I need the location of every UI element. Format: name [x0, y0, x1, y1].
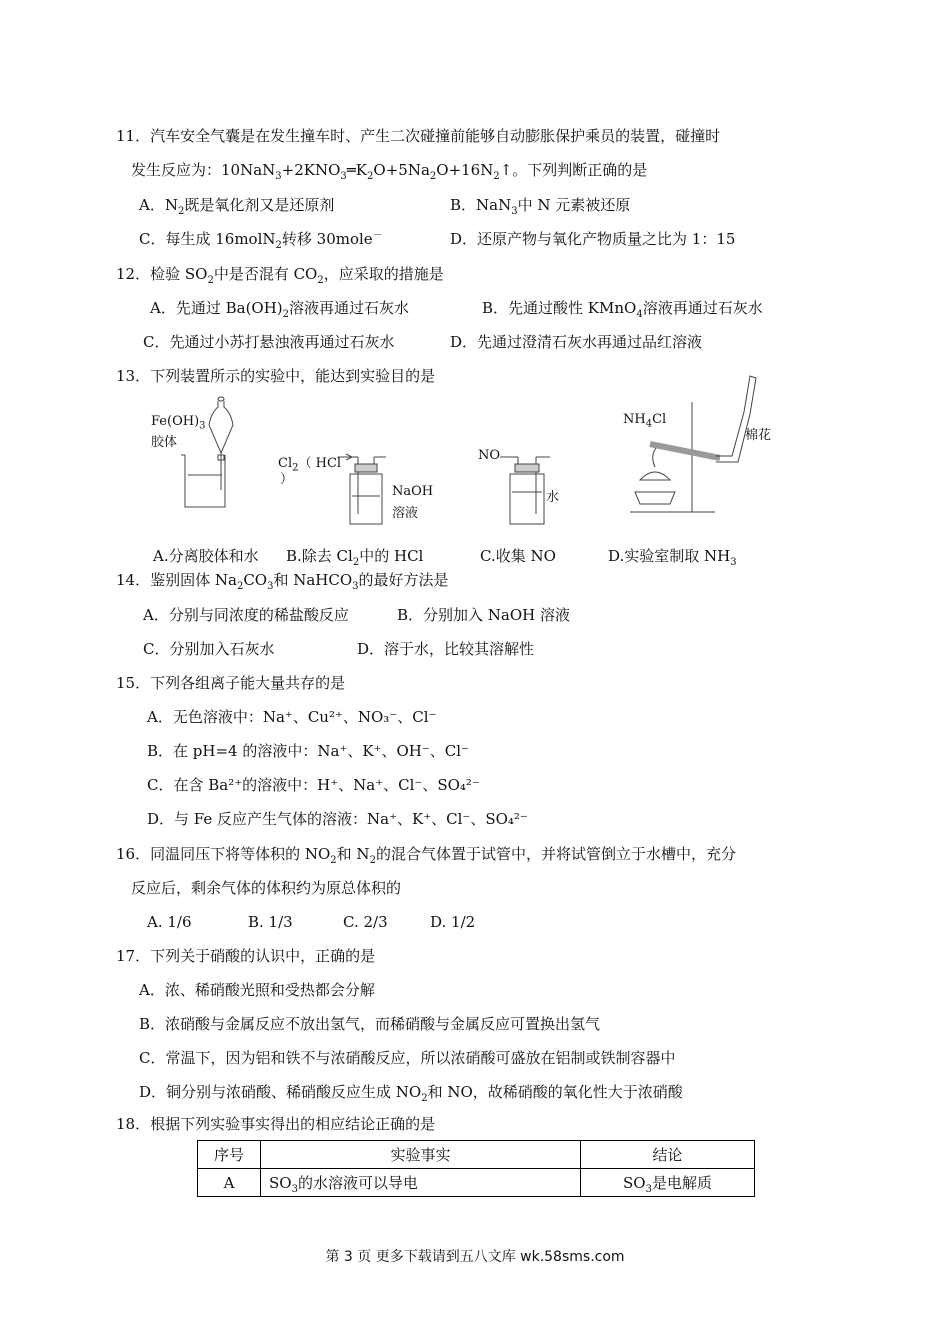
- q11-option-d: D．还原产物与氧化产物质量之比为 1：15: [450, 230, 736, 248]
- q16-option-c: C. 2/3: [343, 913, 388, 931]
- q13-stem: 13．下列装置所示的实验中，能达到实验目的是: [116, 367, 436, 385]
- q17-stem: 17．下列关于硝酸的认识中，正确的是: [116, 947, 376, 965]
- q14-stem: 14．鉴别固体 $Na_2CO_3$和 NaHCO$_3$的最好方法是: [116, 571, 449, 592]
- table-cell: $SO_3$是电解质: [581, 1169, 755, 1197]
- table-header-cell: 结论: [581, 1141, 755, 1169]
- table-row: [198, 1169, 755, 1197]
- q17-option-b: B．浓硝酸与金属反应不放出氢气，而稀硝酸与金属反应可置换出氢气: [139, 1015, 601, 1033]
- q11-option-a: A．$N_2$既是氧化剂又是还原剂: [139, 196, 335, 217]
- table-cell: A: [198, 1169, 261, 1197]
- q16-stem-line2: 反应后，剩余气体的体积约为原总体积的: [131, 879, 402, 897]
- figure-c-label-no: NO: [478, 448, 501, 463]
- figure-b-label-solution: 溶液: [392, 506, 419, 521]
- figure-b-label-bracket: ）: [280, 472, 294, 487]
- figure-c-label-water: 水: [546, 490, 560, 505]
- q15-option-c: C．在含 Ba²⁺的溶液中：H⁺、Na⁺、Cl⁻、SO₄²⁻: [147, 776, 480, 794]
- q12-option-c: C．先通过小苏打悬浊液再通过石灰水: [143, 333, 395, 351]
- figure-b-label-cl2-hcl: $Cl_2$（ HCl: [278, 456, 342, 474]
- q12-option-d: D．先通过澄清石灰水再通过品红溶液: [450, 333, 703, 351]
- q14-option-c: C．分别加入石灰水: [143, 640, 275, 658]
- q14-option-d: D．溶于水，比较其溶解性: [357, 640, 535, 658]
- table-header-cell: 序号: [198, 1141, 261, 1169]
- q12-stem: 12．检验 $SO_2$中是否混有 $CO_2$，应采取的措施是: [116, 265, 444, 286]
- figure-a-label-fe-oh-3: $Fe(OH)_3$: [151, 414, 206, 432]
- q16-option-a: A. 1/6: [147, 913, 192, 931]
- q11-option-b: B．NaN$_3$中 N 元素被还原: [450, 196, 631, 217]
- figure-d-ammonia-apparatus: [620, 372, 770, 517]
- q16-option-d: D. 1/2: [430, 913, 476, 931]
- page-footer: 第 3 页 更多下载请到五八文库 wk.58sms.com: [325, 1249, 625, 1265]
- q11-stem-line1: 11．汽车安全气囊是在发生撞车时、产生二次碰撞前能够自动膨胀保护乘员的装置，碰撞时: [116, 127, 721, 145]
- q15-option-d: D．与 Fe 反应产生气体的溶液：Na⁺、K⁺、Cl⁻、SO₄²⁻: [147, 810, 528, 828]
- q11-option-c: C．每生成 16molN$_2$转移 30mole－: [139, 230, 383, 251]
- q12-option-a: A．先通过 $Ba(OH)_2$溶液再通过石灰水: [150, 299, 410, 320]
- q15-stem: 15．下列各组离子能大量共存的是: [116, 674, 346, 692]
- q16-option-b: B. 1/3: [248, 913, 293, 931]
- q13-option-b: B.除去 $Cl_2$中的 HCl: [286, 547, 424, 568]
- q15-option-a: A．无色溶液中：Na⁺、Cu²⁺、NO₃⁻、Cl⁻: [147, 708, 437, 726]
- q17-option-a: A．浓、稀硝酸光照和受热都会分解: [139, 981, 375, 999]
- q15-option-b: B．在 pH=4 的溶液中：Na⁺、K⁺、OH⁻、Cl⁻: [147, 742, 469, 760]
- q12-option-b: B．先通过酸性 KMnO$_4$溶液再通过石灰水: [482, 299, 763, 320]
- table-header-row: [198, 1141, 755, 1169]
- q13-option-c: C.收集 NO: [480, 547, 556, 565]
- q14-option-b: B．分别加入 NaOH 溶液: [397, 606, 571, 624]
- figure-d-label-cotton: 棉花: [745, 428, 772, 443]
- figure-d-label-nh4cl: $NH_4Cl$: [623, 412, 667, 430]
- q17-option-c: C．常温下，因为铝和铁不与浓硝酸反应，所以浓硝酸可盛放在铝制或铁制容器中: [139, 1049, 676, 1067]
- q13-option-a: A.分离胶体和水: [153, 547, 259, 565]
- figure-a-label-colloid: 胶体: [151, 435, 178, 450]
- table-header-cell: 实验事实: [261, 1141, 581, 1169]
- q13-option-d: D.实验室制取 $NH_3$: [608, 547, 737, 568]
- figure-a-separatory-funnel: [175, 395, 250, 515]
- q14-option-a: A．分别与同浓度的稀盐酸反应: [143, 606, 349, 624]
- q18-table: [197, 1140, 755, 1197]
- q18-stem: 18．根据下列实验事实得出的相应结论正确的是: [116, 1115, 436, 1133]
- figure-b-gas-washing-bottle: [338, 452, 398, 527]
- q16-stem-line1: 16．同温同压下将等体积的 $NO_2$和 $N_2$的混合气体置于试管中，并将试管倒立于水槽中，充分: [116, 845, 736, 866]
- table-cell: $SO_3$的水溶液可以导电: [261, 1169, 581, 1197]
- q11-stem-line2: 发生反应为：$10NaN_3+2KNO_3═K_2O+5Na_2O+16N_2↑$。下列判断正确的是: [131, 161, 648, 182]
- q17-option-d: D．铜分别与浓硝酸、稀硝酸反应生成 $NO_2$和 NO，故稀硝酸的氧化性大于浓硝酸: [139, 1083, 683, 1104]
- figure-b-label-naoh: NaOH: [392, 484, 434, 499]
